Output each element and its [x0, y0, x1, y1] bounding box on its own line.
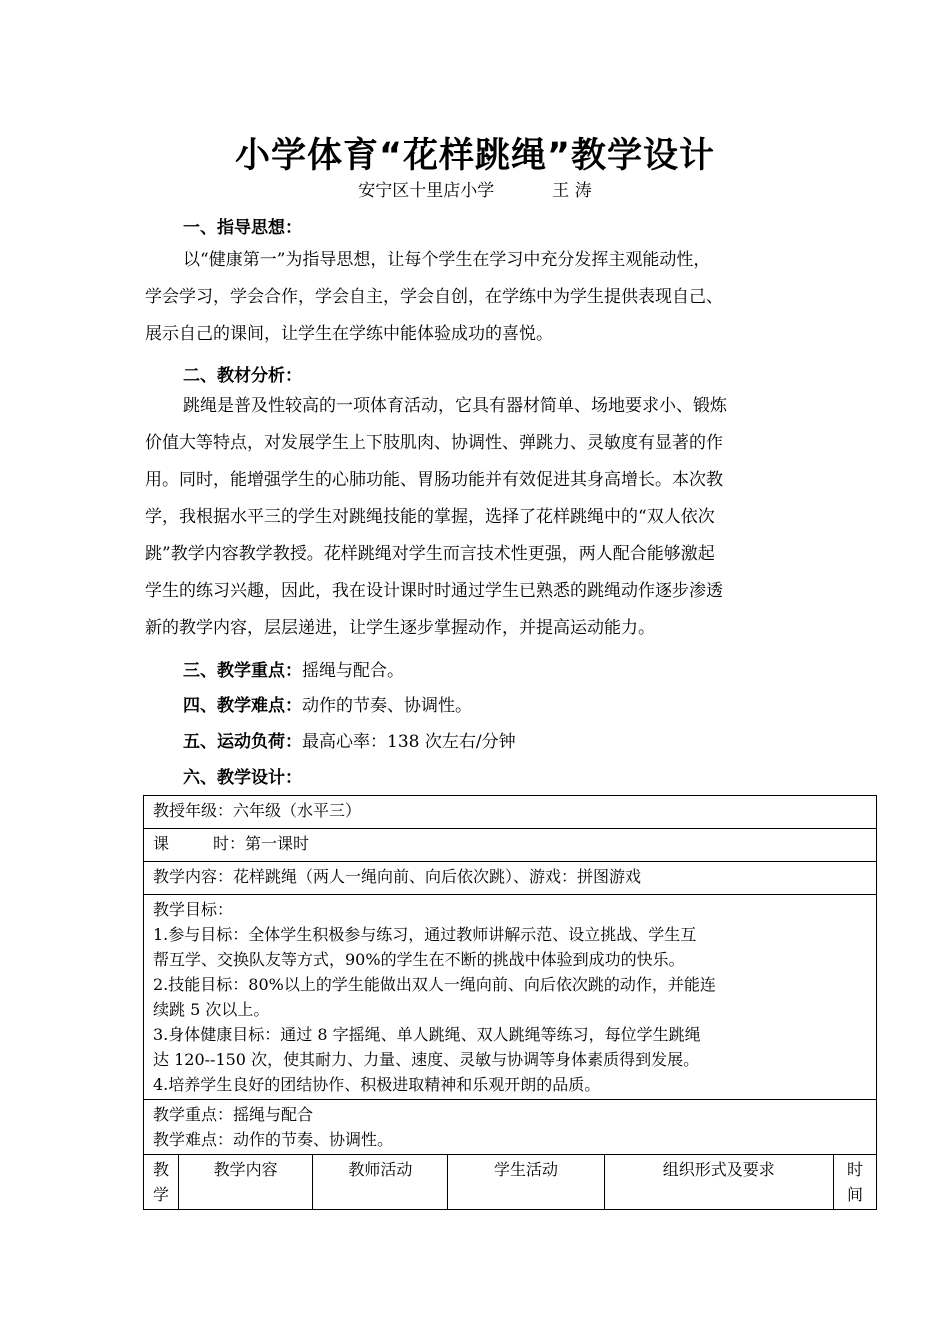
paragraph-analysis: [145, 388, 810, 647]
paragraph-line: 学，我根据水平三的学生对跳绳技能的掌握，选择了花样跳绳中的“双人依次: [145, 507, 715, 527]
paragraph-guiding: [145, 242, 810, 353]
goal-line: 3.身体健康目标：通过 8 字摇绳、单人跳绳、双人跳绳等练习，每位学生跳绳: [153, 1025, 701, 1044]
table-key-point: 教学重点：摇绳与配合: [153, 1105, 314, 1124]
section-difficulty: [183, 691, 472, 716]
period-label-a: 课: [153, 834, 170, 853]
section-key-point: [183, 656, 404, 681]
period-label-b: 时：第一课时: [213, 834, 310, 853]
goal-line: 续跳 5 次以上。: [153, 1000, 270, 1019]
section-heading-load: 五、运动负荷：: [183, 732, 302, 752]
header-cell: 教师活动: [313, 1155, 448, 1210]
table-header-row: [144, 1155, 877, 1210]
table-row: [144, 1100, 877, 1155]
byline: [0, 176, 950, 201]
period-cell: [144, 829, 877, 862]
table-row: [144, 829, 877, 862]
load-text: 最高心率：138 次左右/分钟: [302, 732, 516, 752]
paragraph-line: 学生的练习兴趣，因此，我在设计课时时通过学生已熟悉的跳绳动作逐步渗透: [145, 581, 723, 601]
design-table: [143, 795, 877, 1210]
goal-line: 达 120--150 次，使其耐力、力量、速度、灵敏与协调等身体素质得到发展。: [153, 1050, 700, 1069]
paragraph-line: 跳绳是普及性较高的一项体育活动，它具有器材简单、场地要求小、锻炼: [183, 396, 727, 416]
grade-cell: 教授年级：六年级（水平三）: [144, 796, 877, 829]
paragraph-line: 跳”教学内容教学教授。花样跳绳对学生而言技术性更强，两人配合能够激起: [145, 544, 715, 564]
table-row: [144, 895, 877, 1100]
key-hard-cell: [144, 1100, 877, 1155]
author-name: 王 涛: [552, 181, 592, 201]
header-cell: 学生活动: [448, 1155, 604, 1210]
paragraph-line: 价值大等特点，对发展学生上下肢肌肉、协调性、弹跳力、灵敏度有显著的作: [145, 433, 723, 453]
content-cell: 教学内容：花样跳绳（两人一绳向前、向后依次跳）、游戏：拼图游戏: [144, 862, 877, 895]
difficulty-text: 动作的节奏、协调性。: [302, 696, 472, 716]
section-heading-analysis: 二、教材分析：: [183, 366, 302, 386]
section-heading-design: 六、教学设计：: [183, 768, 302, 788]
goals-cell: [144, 895, 877, 1100]
goal-line: 帮互学、交换队友等方式，90%的学生在不断的挑战中体验到成功的快乐。: [153, 950, 685, 969]
table-row: [144, 796, 877, 829]
section-heading-difficulty: 四、教学难点：: [183, 696, 302, 716]
section-heading-key-point: 三、教学重点：: [183, 661, 302, 681]
page-title: 小学体育“花样跳绳”教学设计: [234, 136, 715, 176]
paragraph-line: 新的教学内容，层层递进，让学生逐步掌握动作，并提高运动能力。: [145, 618, 655, 638]
paragraph-line: 以“健康第一”为指导思想，让每个学生在学习中充分发挥主观能动性，: [183, 250, 711, 270]
school-name: 安宁区十里店小学: [358, 181, 495, 201]
header-cell: 教学内容: [179, 1155, 313, 1210]
table-row: [144, 862, 877, 895]
goals-title: 教学目标：: [153, 900, 234, 919]
section-heading-guiding: 一、指导思想：: [183, 218, 302, 238]
header-cell: 时间: [834, 1155, 877, 1210]
paragraph-line: 用。同时，能增强学生的心肺功能、胃肠功能并有效促进其身高增长。本次教: [145, 470, 723, 490]
goal-line: 2.技能目标：80%以上的学生能做出双人一绳向前、向后依次跳的动作，并能连: [153, 975, 716, 994]
header-cell: 组织形式及要求: [604, 1155, 834, 1210]
paragraph-line: 展示自己的课间，让学生在学练中能体验成功的喜悦。: [145, 324, 553, 344]
goal-line: 4.培养学生良好的团结协作、积极进取精神和乐观开朗的品质。: [153, 1075, 601, 1094]
paragraph-line: 学会学习，学会合作，学会自主，学会自创，在学练中为学生提供表现自己、: [145, 287, 723, 307]
section-load: [183, 727, 516, 752]
table-difficulty: 教学难点：动作的节奏、协调性。: [153, 1130, 394, 1149]
key-point-text: 摇绳与配合。: [302, 661, 404, 681]
goal-line: 1.参与目标：全体学生积极参与练习，通过教师讲解示范、设立挑战、学生互: [153, 925, 697, 944]
header-cell: 教学: [144, 1155, 179, 1210]
